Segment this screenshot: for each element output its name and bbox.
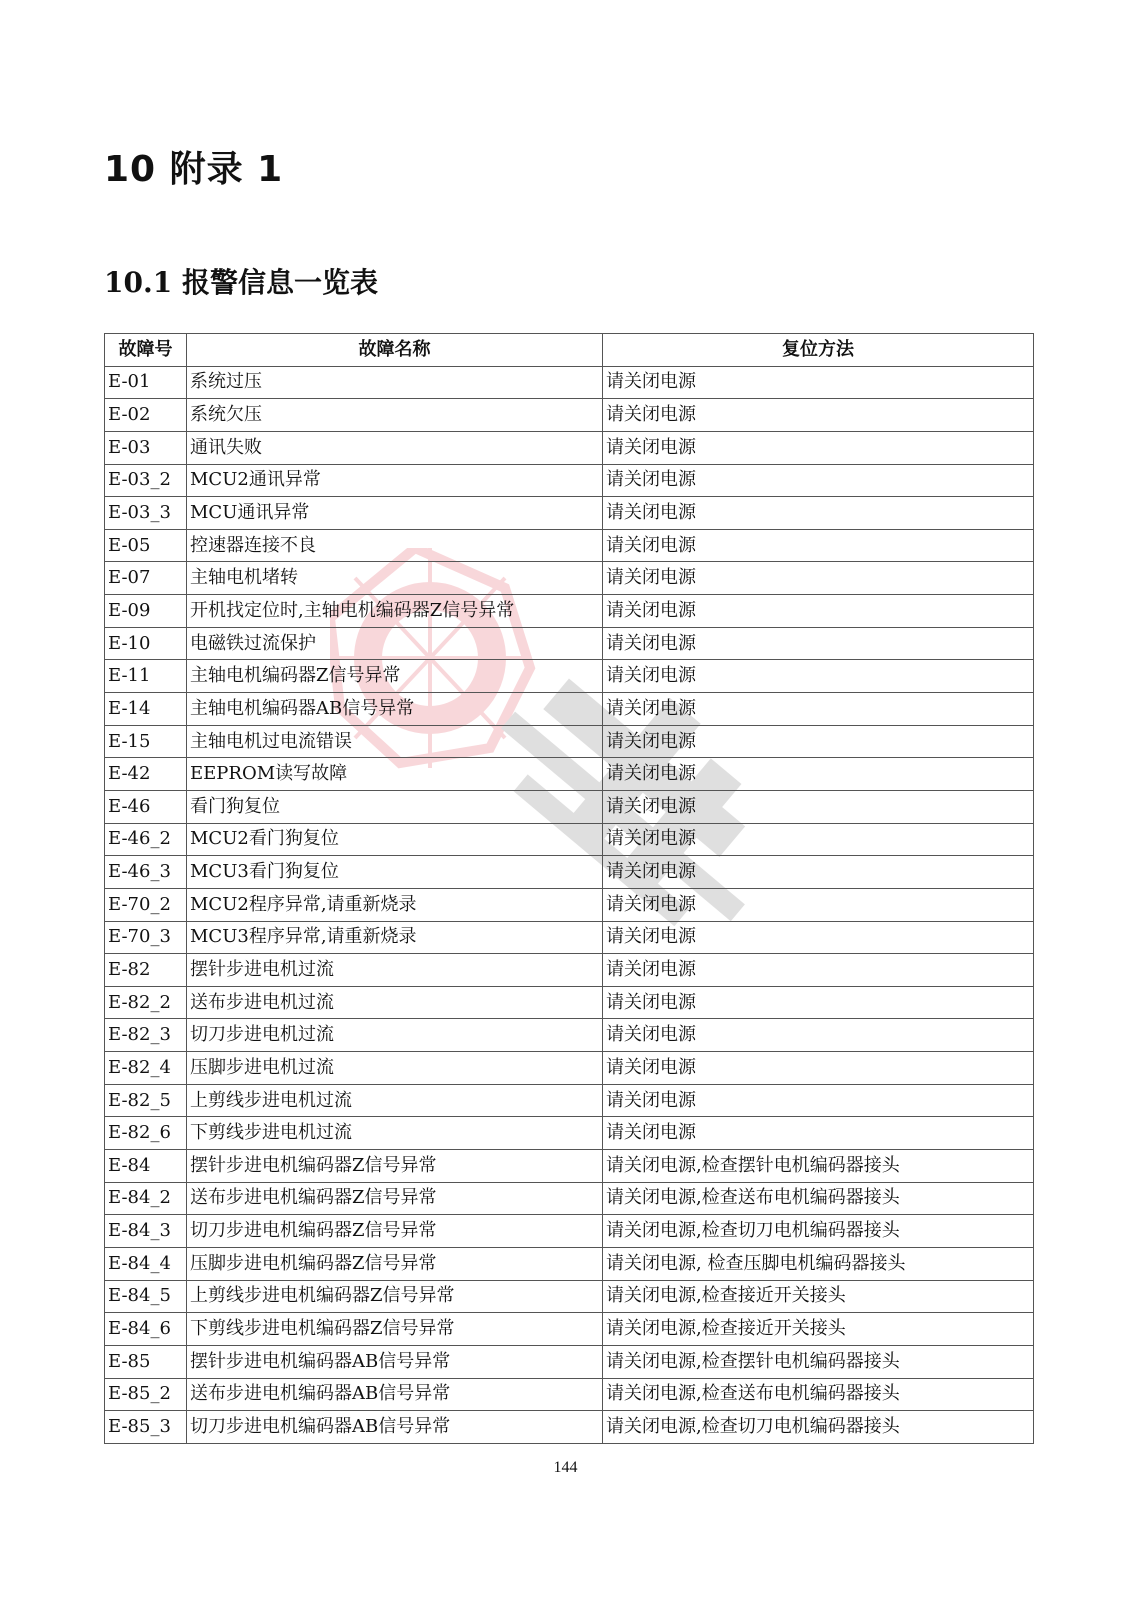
fault-code-cell: E-02: [105, 399, 187, 432]
fault-code-cell: E-85_3: [105, 1411, 187, 1444]
table-row: [105, 1313, 1034, 1346]
table-row: [105, 627, 1034, 660]
reset-method-cell: 请关闭电源,检查摆针电机编码器接头: [603, 1345, 1034, 1378]
alarm-table-container: [104, 333, 1033, 1444]
fault-code-cell: E-84: [105, 1150, 187, 1183]
table-row: [105, 986, 1034, 1019]
table-row: [105, 1019, 1034, 1052]
reset-method-cell: 请关闭电源: [603, 921, 1034, 954]
fault-name-cell: 切刀步进电机编码器AB信号异常: [187, 1411, 603, 1444]
fault-code-cell: E-85_2: [105, 1378, 187, 1411]
table-row: [105, 1411, 1034, 1444]
table-row: [105, 1150, 1034, 1183]
header-fault-code: 故障号: [105, 334, 187, 367]
page-number: 144: [553, 1459, 578, 1476]
fault-code-cell: E-82_5: [105, 1084, 187, 1117]
fault-name-cell: MCU3程序异常,请重新烧录: [187, 921, 603, 954]
fault-code-cell: E-01: [105, 366, 187, 399]
fault-code-cell: E-09: [105, 595, 187, 628]
fault-code-cell: E-11: [105, 660, 187, 693]
table-row: [105, 1378, 1034, 1411]
fault-name-cell: 送布步进电机编码器Z信号异常: [187, 1182, 603, 1215]
table-row: [105, 1117, 1034, 1150]
fault-code-cell: E-84_5: [105, 1280, 187, 1313]
fault-code-cell: E-46: [105, 790, 187, 823]
header-reset-method: 复位方法: [603, 334, 1034, 367]
table-row: [105, 954, 1034, 987]
fault-name-cell: 电磁铁过流保护: [187, 627, 603, 660]
table-row: [105, 464, 1034, 497]
fault-name-cell: MCU2看门狗复位: [187, 823, 603, 856]
reset-method-cell: 请关闭电源: [603, 529, 1034, 562]
reset-method-cell: 请关闭电源,检查接近开关接头: [603, 1280, 1034, 1313]
fault-name-cell: 压脚步进电机编码器Z信号异常: [187, 1247, 603, 1280]
table-row: [105, 921, 1034, 954]
reset-method-cell: 请关闭电源: [603, 562, 1034, 595]
table-row: [105, 790, 1034, 823]
fault-name-cell: 摆针步进电机编码器AB信号异常: [187, 1345, 603, 1378]
fault-code-cell: E-03: [105, 431, 187, 464]
reset-method-cell: 请关闭电源: [603, 790, 1034, 823]
fault-code-cell: E-84_4: [105, 1247, 187, 1280]
fault-code-cell: E-82_2: [105, 986, 187, 1019]
fault-name-cell: 切刀步进电机过流: [187, 1019, 603, 1052]
reset-method-cell: 请关闭电源,检查送布电机编码器接头: [603, 1378, 1034, 1411]
alarm-table: [104, 333, 1034, 1444]
table-row: [105, 823, 1034, 856]
fault-code-cell: E-82_3: [105, 1019, 187, 1052]
reset-method-cell: 请关闭电源, 检查压脚电机编码器接头: [603, 1247, 1034, 1280]
table-row: [105, 758, 1034, 791]
fault-code-cell: E-84_2: [105, 1182, 187, 1215]
fault-code-cell: E-03_2: [105, 464, 187, 497]
table-row: [105, 1182, 1034, 1215]
fault-code-cell: E-82_6: [105, 1117, 187, 1150]
header-fault-name: 故障名称: [187, 334, 603, 367]
table-row: [105, 856, 1034, 889]
reset-method-cell: 请关闭电源: [603, 856, 1034, 889]
fault-name-cell: MCU2程序异常,请重新烧录: [187, 888, 603, 921]
fault-name-cell: 主轴电机编码器Z信号异常: [187, 660, 603, 693]
table-row: [105, 888, 1034, 921]
reset-method-cell: 请关闭电源,检查切刀电机编码器接头: [603, 1411, 1034, 1444]
fault-name-cell: 看门狗复位: [187, 790, 603, 823]
fault-name-cell: MCU2通讯异常: [187, 464, 603, 497]
table-row: [105, 431, 1034, 464]
reset-method-cell: 请关闭电源: [603, 888, 1034, 921]
fault-code-cell: E-10: [105, 627, 187, 660]
fault-name-cell: 主轴电机编码器AB信号异常: [187, 693, 603, 726]
fault-code-cell: E-14: [105, 693, 187, 726]
reset-method-cell: 请关闭电源: [603, 660, 1034, 693]
table-row: [105, 562, 1034, 595]
table-row: [105, 725, 1034, 758]
fault-name-cell: 压脚步进电机过流: [187, 1052, 603, 1085]
table-row: [105, 1052, 1034, 1085]
section-title: 10.1 报警信息一览表: [104, 266, 378, 299]
fault-code-cell: E-05: [105, 529, 187, 562]
fault-name-cell: 控速器连接不良: [187, 529, 603, 562]
reset-method-cell: 请关闭电源: [603, 497, 1034, 530]
fault-name-cell: 下剪线步进电机编码器Z信号异常: [187, 1313, 603, 1346]
reset-method-cell: 请关闭电源: [603, 464, 1034, 497]
fault-code-cell: E-84_3: [105, 1215, 187, 1248]
reset-method-cell: 请关闭电源: [603, 1019, 1034, 1052]
reset-method-cell: 请关闭电源: [603, 366, 1034, 399]
reset-method-cell: 请关闭电源: [603, 954, 1034, 987]
fault-name-cell: 摆针步进电机过流: [187, 954, 603, 987]
fault-name-cell: 切刀步进电机编码器Z信号异常: [187, 1215, 603, 1248]
reset-method-cell: 请关闭电源: [603, 1084, 1034, 1117]
fault-code-cell: E-03_3: [105, 497, 187, 530]
reset-method-cell: 请关闭电源: [603, 1052, 1034, 1085]
table-row: [105, 1215, 1034, 1248]
fault-code-cell: E-82_4: [105, 1052, 187, 1085]
fault-name-cell: 通讯失败: [187, 431, 603, 464]
fault-name-cell: 下剪线步进电机过流: [187, 1117, 603, 1150]
table-row: [105, 693, 1034, 726]
fault-name-cell: 上剪线步进电机编码器Z信号异常: [187, 1280, 603, 1313]
reset-method-cell: 请关闭电源: [603, 986, 1034, 1019]
reset-method-cell: 请关闭电源: [603, 627, 1034, 660]
fault-code-cell: E-46_2: [105, 823, 187, 856]
fault-name-cell: 系统过压: [187, 366, 603, 399]
fault-name-cell: MCU3看门狗复位: [187, 856, 603, 889]
reset-method-cell: 请关闭电源: [603, 758, 1034, 791]
fault-code-cell: E-46_3: [105, 856, 187, 889]
fault-name-cell: 上剪线步进电机过流: [187, 1084, 603, 1117]
reset-method-cell: 请关闭电源: [603, 693, 1034, 726]
table-row: [105, 1084, 1034, 1117]
table-row: [105, 1345, 1034, 1378]
fault-name-cell: 系统欠压: [187, 399, 603, 432]
fault-name-cell: 摆针步进电机编码器Z信号异常: [187, 1150, 603, 1183]
reset-method-cell: 请关闭电源: [603, 1117, 1034, 1150]
reset-method-cell: 请关闭电源: [603, 399, 1034, 432]
fault-name-cell: EEPROM读写故障: [187, 758, 603, 791]
alarm-table-body: [105, 366, 1034, 1443]
fault-code-cell: E-82: [105, 954, 187, 987]
table-row: [105, 660, 1034, 693]
table-row: [105, 366, 1034, 399]
reset-method-cell: 请关闭电源,检查接近开关接头: [603, 1313, 1034, 1346]
reset-method-cell: 请关闭电源,检查送布电机编码器接头: [603, 1182, 1034, 1215]
fault-code-cell: E-15: [105, 725, 187, 758]
fault-name-cell: 送布步进电机编码器AB信号异常: [187, 1378, 603, 1411]
fault-name-cell: 送布步进电机过流: [187, 986, 603, 1019]
table-row: [105, 497, 1034, 530]
fault-code-cell: E-07: [105, 562, 187, 595]
fault-name-cell: 主轴电机过电流错误: [187, 725, 603, 758]
fault-name-cell: MCU通讯异常: [187, 497, 603, 530]
reset-method-cell: 请关闭电源: [603, 823, 1034, 856]
table-row: [105, 529, 1034, 562]
fault-code-cell: E-42: [105, 758, 187, 791]
table-row: [105, 399, 1034, 432]
fault-name-cell: 开机找定位时,主轴电机编码器Z信号异常: [187, 595, 603, 628]
fault-code-cell: E-84_6: [105, 1313, 187, 1346]
fault-code-cell: E-85: [105, 1345, 187, 1378]
reset-method-cell: 请关闭电源: [603, 595, 1034, 628]
chapter-title: 10 附录 1: [104, 149, 284, 190]
reset-method-cell: 请关闭电源: [603, 431, 1034, 464]
reset-method-cell: 请关闭电源: [603, 725, 1034, 758]
table-row: [105, 1280, 1034, 1313]
fault-code-cell: E-70_3: [105, 921, 187, 954]
table-row: [105, 1247, 1034, 1280]
table-header-row: [105, 334, 1034, 367]
reset-method-cell: 请关闭电源,检查摆针电机编码器接头: [603, 1150, 1034, 1183]
table-row: [105, 595, 1034, 628]
fault-code-cell: E-70_2: [105, 888, 187, 921]
reset-method-cell: 请关闭电源,检查切刀电机编码器接头: [603, 1215, 1034, 1248]
fault-name-cell: 主轴电机堵转: [187, 562, 603, 595]
